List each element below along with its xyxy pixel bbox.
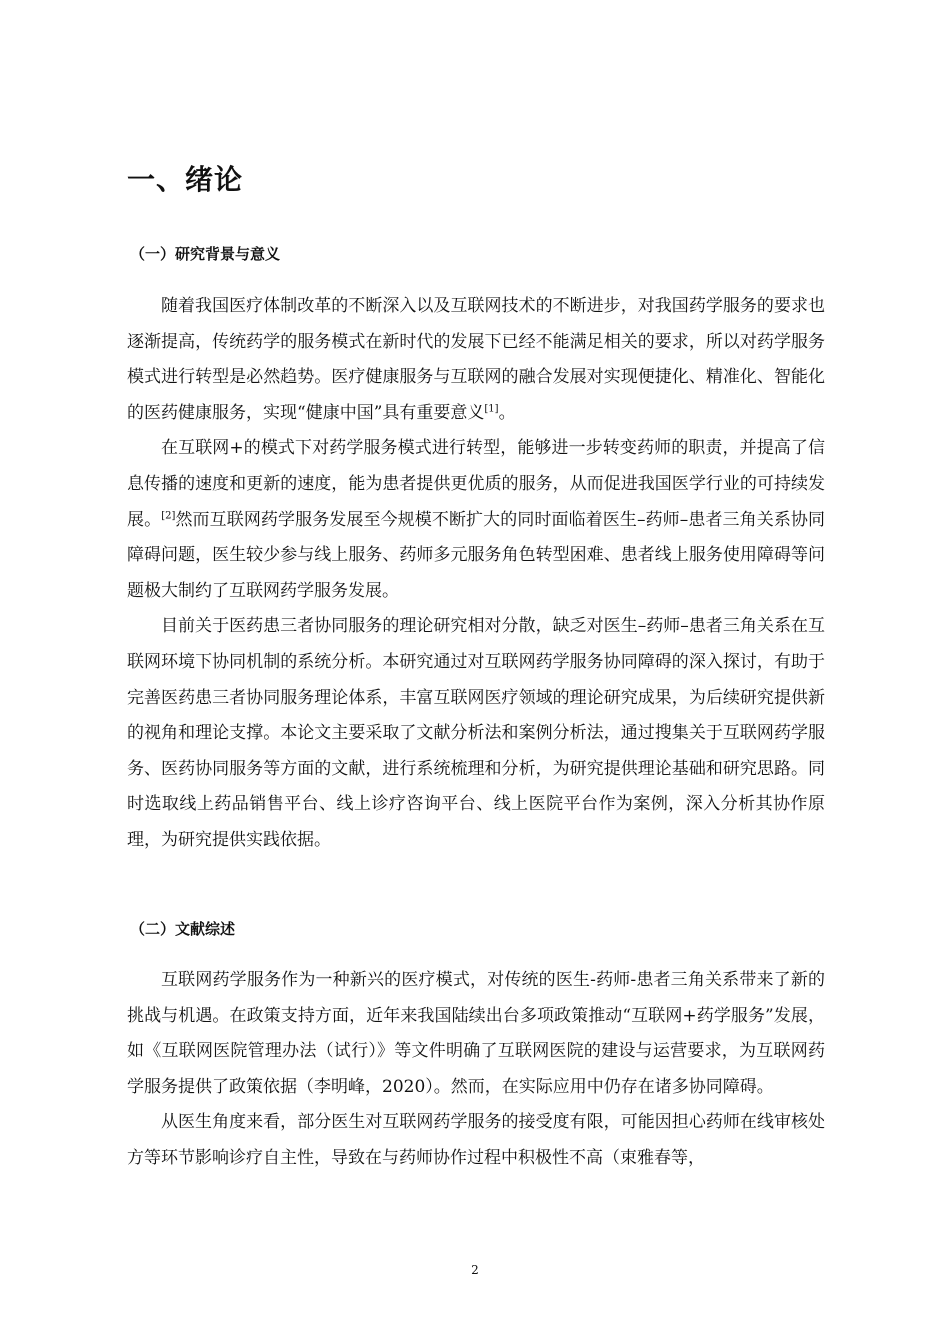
paragraph-text: 然而互联网药学服务发展至今规模不断扩大的同时面临着医生–药师–患者三角关系协同障碍问题，医生较少参与线上服务、药师多元服务角色转型困难、患者线上服务使用障碍等问题极大制约了互联网药学服务发展。 xyxy=(127,509,825,601)
section-heading-background: （一）研究背景与意义 xyxy=(130,245,281,263)
section-body-literature-review xyxy=(127,963,825,1177)
paragraph-text: 随着我国医疗体制改革的不断深入以及互联网技术的不断进步，对我国药学服务的要求也逐渐提高，传统药学的服务模式在新时代的发展下已经不能满足相关的要求，所以对药学服务模式进行转型是必然趋势。医疗健康服务与互联网的融合发展对实现便捷化、精准化、智能化的医药健康服务，实现“健康中国”具有重要意义 xyxy=(127,296,825,423)
paragraph-text: 在互联网+的模式下对药学服务模式进行转型，能够进一步转变药师的职责，并提高了信息传播的速度和更新的速度，能为患者提供更优质的服务，从而促进我国医学行业的可持续发展。 xyxy=(127,438,825,530)
citation-reference: [1] xyxy=(484,403,499,415)
paragraph xyxy=(127,289,825,431)
paragraph xyxy=(127,431,825,609)
citation-reference: [2] xyxy=(161,509,176,521)
chapter-title: 一、绪论 xyxy=(127,163,244,196)
section-heading-literature-review: （二）文献综述 xyxy=(130,920,236,938)
paragraph: 从医生角度来看，部分医生对互联网药学服务的接受度有限，可能因担心药师在线审核处方等环节影响诊疗自主性，导致在与药师协作过程中积极性不高（束雅春等， xyxy=(127,1112,825,1168)
section-body-background xyxy=(127,289,825,859)
paragraph: 目前关于医药患三者协同服务的理论研究相对分散，缺乏对医生–药师–患者三角关系在互联网环境下协同机制的系统分析。本研究通过对互联网药学服务协同障碍的深入探讨，有助于完善医药患三者协同服务理论体系，丰富互联网医疗领域的理论研究成果，为后续研究提供新的视角和理论支撑。本论文主要采取了文献分析法和案例分析法，通过搜集关于互联网药学服务、医药协同服务等方面的文献，进行系统梳理和分析，为研究提供理论基础和研究思路。同时选取线上药品销售平台、线上诊疗咨询平台、线上医院平台作为案例，深入分析其协作原理，为研究提供实践依据。 xyxy=(127,616,825,850)
page-number: 2 xyxy=(471,1263,479,1277)
paragraph-text: 。 xyxy=(498,402,516,423)
paragraph: 互联网药学服务作为一种新兴的医疗模式，对传统的医生-药师-患者三角关系带来了新的挑战与机遇。在政策支持方面，近年来我国陆续出台多项政策推动“互联网+药学服务”发展，如《互联网医院管理办法（试行）》等文件明确了互联网医院的建设与运营要求，为互联网药学服务提供了政策依据（李明峰，2020）。然而，在实际应用中仍存在诸多协同障碍。 xyxy=(127,970,825,1097)
